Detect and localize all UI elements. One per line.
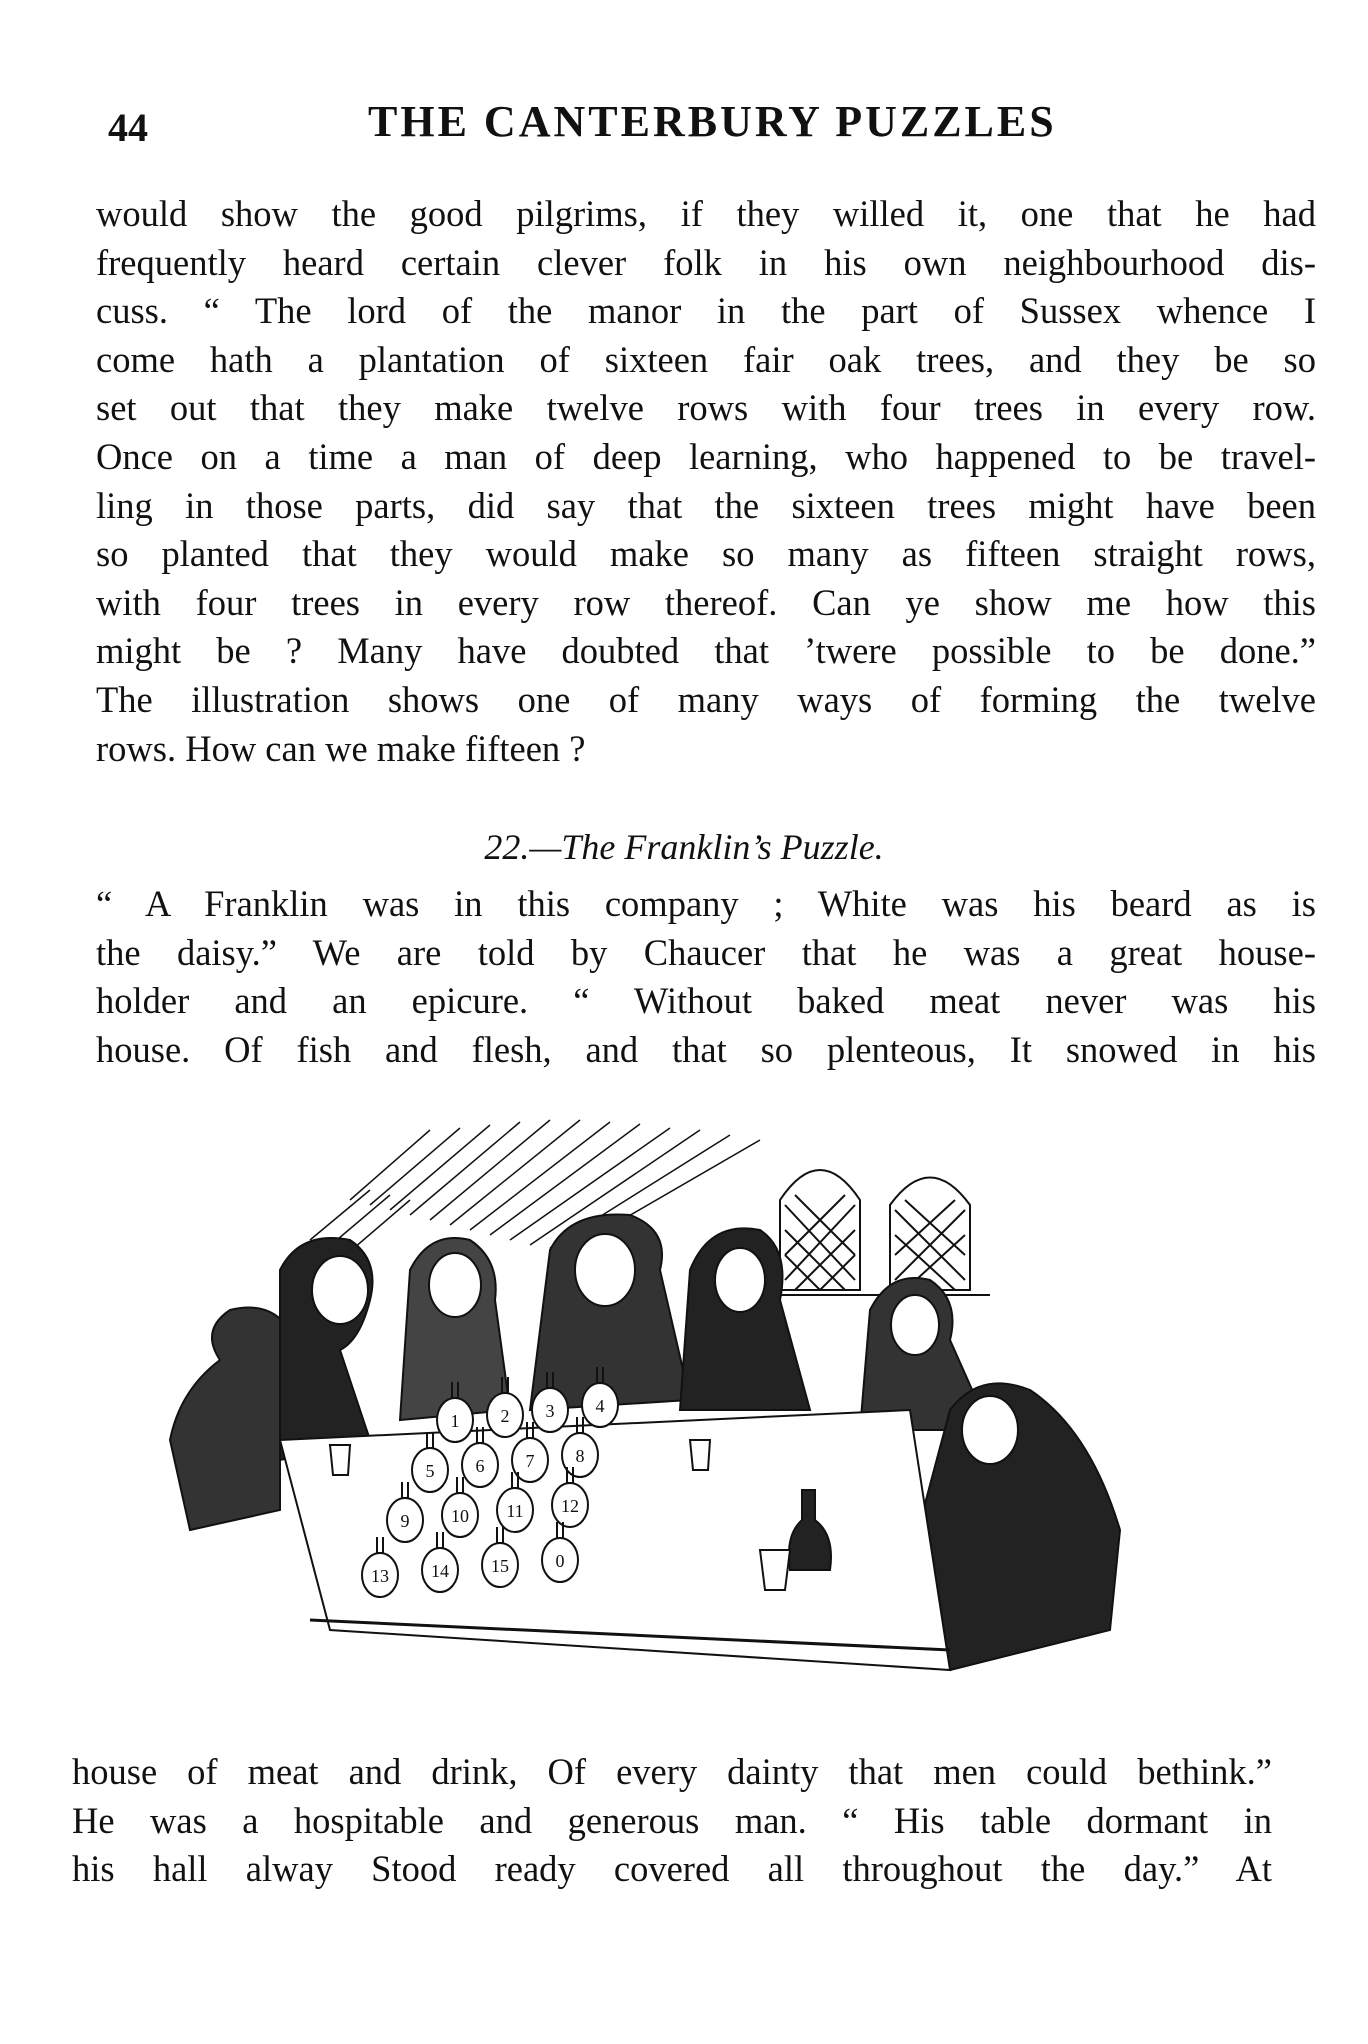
text-line: ling in those parts, did say that the sixteen trees might have been xyxy=(96,484,1316,526)
text-line: come hath a plantation of sixteen fair oak trees, and they be so xyxy=(96,338,1316,380)
bottle-label: 5 xyxy=(425,1461,435,1481)
text-line: holder and an epicure. “ Without baked meat never was his xyxy=(96,980,1316,1022)
text-line: would show the good pilgrims, if they willed it, one that he had xyxy=(96,193,1316,234)
text-line: so planted that they would make so many as fifteen straight rows, xyxy=(96,533,1316,575)
text-line: his hall alway Stood ready covered all throughout the day.” At xyxy=(72,1848,1272,1890)
running-head: THE CANTERBURY PUZZLES xyxy=(368,97,1057,146)
bottle-label: 6 xyxy=(475,1456,485,1476)
hatched-background xyxy=(310,1120,760,1260)
franklin-paragraph xyxy=(96,880,1316,1074)
gothic-window xyxy=(770,1170,990,1295)
text-line: the daisy.” We are told by Chaucer that he was a great house- xyxy=(96,931,1316,973)
table-top xyxy=(280,1410,950,1670)
intro-paragraph xyxy=(96,190,1316,773)
bottle-label: 13 xyxy=(371,1566,389,1586)
bottle-label: 0 xyxy=(555,1551,565,1571)
text-line: rows. How can we make fifteen ? xyxy=(96,727,586,769)
bottle-label: 14 xyxy=(431,1561,449,1581)
text-line: house. Of fish and flesh, and that so plenteous, It snowed in his xyxy=(96,1028,1316,1070)
bottle-label: 7 xyxy=(525,1451,535,1471)
bottle-label: 4 xyxy=(595,1396,605,1416)
bottle-label: 12 xyxy=(561,1496,579,1516)
text-line: Once on a time a man of deep learning, who happened to be travel- xyxy=(96,435,1316,477)
bottle-label: 2 xyxy=(500,1406,510,1426)
text-line: The illustration shows one of many ways of forming the twelve xyxy=(96,678,1316,720)
bottle-label: 8 xyxy=(575,1446,585,1466)
text-line: house of meat and drink, Of every dainty that men could bethink.” xyxy=(72,1751,1272,1792)
text-line: cuss. “ The lord of the manor in the part of Sussex whence I xyxy=(96,290,1316,332)
bottle-label: 11 xyxy=(506,1501,524,1521)
bottle-label: 3 xyxy=(545,1401,555,1421)
bottle-label: 9 xyxy=(400,1511,410,1531)
text-line: with four trees in every row thereof. Can ye show me how this xyxy=(96,581,1316,623)
franklin-table-illustration xyxy=(130,1110,1230,1730)
illustration-drawing xyxy=(130,1110,1230,1730)
bottle-label: 1 xyxy=(450,1411,460,1431)
text-line: “ A Franklin was in this company ; White was his beard as is xyxy=(96,883,1316,924)
text-line: frequently heard certain clever folk in his own neighbourhood dis- xyxy=(96,241,1316,283)
hospitality-paragraph xyxy=(72,1748,1272,1894)
text-line: He was a hospitable and generous man. “ His table dormant in xyxy=(72,1799,1272,1841)
page-header xyxy=(108,96,1318,156)
text-line: might be ? Many have doubted that ’twere possible to be done.” xyxy=(96,630,1316,672)
bottle-label: 15 xyxy=(491,1556,509,1576)
bottle-label: 10 xyxy=(451,1506,469,1526)
puzzle-title: 22.—The Franklin’s Puzzle. xyxy=(484,827,884,867)
page-number: 44 xyxy=(108,105,148,150)
text-line: set out that they make twelve rows with four trees in every row. xyxy=(96,387,1316,429)
